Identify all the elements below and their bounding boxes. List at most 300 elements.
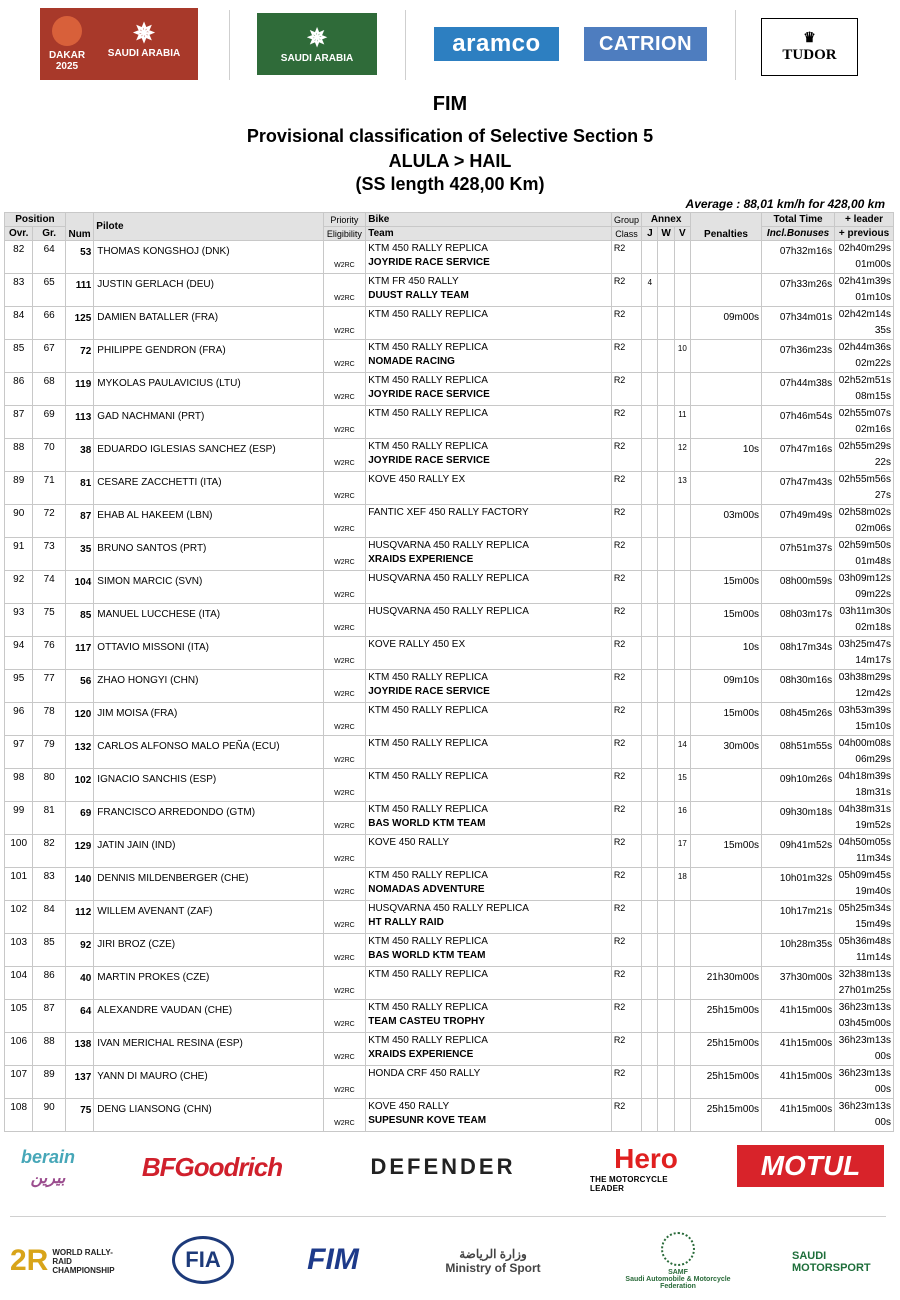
- total-time: 08h03m17s: [762, 604, 835, 637]
- penalties: 30m00s: [690, 736, 761, 769]
- priority-eligibility: W2RC: [323, 736, 366, 769]
- bike-team-cell: [366, 307, 612, 340]
- gap-previous: 01m00s: [855, 259, 891, 270]
- table-row: [5, 472, 894, 505]
- gap-cell: [835, 571, 894, 604]
- samf-emblem-icon: [661, 1232, 695, 1266]
- pilot-name: IVAN MERICHAL RESINA (ESP): [94, 1033, 323, 1066]
- bike-model: KTM 450 RALLY REPLICA: [368, 936, 488, 947]
- group-position: 84: [33, 901, 65, 934]
- priority-eligibility: W2RC: [323, 505, 366, 538]
- penalties: [690, 901, 761, 934]
- gap-previous: 08m15s: [855, 391, 891, 402]
- overall-position: 84: [5, 307, 33, 340]
- total-time: 09h30m18s: [762, 802, 835, 835]
- col-incl-bonuses: Incl.Bonuses: [762, 227, 835, 241]
- annex-v: [674, 1000, 690, 1033]
- annex-w: [658, 505, 674, 538]
- ministry-of-sport-logo: وزارة الرياضة Ministry of Sport: [445, 1247, 541, 1275]
- rider-number: 56: [65, 670, 93, 703]
- pilot-name: JIM MOISA (FRA): [94, 703, 323, 736]
- gap-cell: [835, 373, 894, 406]
- annex-j: [642, 241, 658, 274]
- bike-model: HUSQVARNA 450 RALLY REPLICA: [368, 540, 529, 551]
- gap-cell: [835, 307, 894, 340]
- bike-team-cell: [366, 637, 612, 670]
- bike-model: KTM 450 RALLY REPLICA: [368, 738, 488, 749]
- bike-team-cell: [366, 505, 612, 538]
- total-time: 41h15m00s: [762, 1099, 835, 1132]
- annex-v: [674, 703, 690, 736]
- rider-number: 125: [65, 307, 93, 340]
- bike-team-cell: [366, 802, 612, 835]
- annex-w: [658, 439, 674, 472]
- group-class: R2: [611, 538, 641, 571]
- gap-previous: 19m40s: [855, 886, 891, 897]
- overall-position: 91: [5, 538, 33, 571]
- gap-previous: 12m42s: [855, 688, 891, 699]
- annex-w: [658, 802, 674, 835]
- rider-number: 81: [65, 472, 93, 505]
- bike-model: KTM 450 RALLY REPLICA: [368, 408, 488, 419]
- defender-logo: DEFENDER: [370, 1154, 516, 1179]
- gap-cell: [835, 868, 894, 901]
- bike-team-cell: [366, 373, 612, 406]
- hero-logo: Hero THE MOTORCYCLE LEADER: [590, 1143, 678, 1193]
- overall-position: 107: [5, 1066, 33, 1099]
- group-class: R2: [611, 307, 641, 340]
- table-row: [5, 241, 894, 274]
- table-row: [5, 505, 894, 538]
- priority-eligibility: W2RC: [323, 472, 366, 505]
- bike-model: KOVE 450 RALLY: [368, 837, 450, 848]
- total-time: 41h15m00s: [762, 1000, 835, 1033]
- footer-logos-row-2: [0, 1230, 900, 1295]
- gap-previous: 06m29s: [855, 754, 891, 765]
- catrion-logo: CATRION: [584, 27, 707, 61]
- tudor-logo: ♛ TUDOR: [761, 18, 858, 76]
- annex-w: [658, 274, 674, 307]
- annex-j: [642, 1099, 658, 1132]
- group-class: R2: [611, 967, 641, 1000]
- total-time: 09h41m52s: [762, 835, 835, 868]
- saudi-arabia-logo: ✵ SAUDI ARABIA: [257, 13, 377, 75]
- bike-model: KTM 450 RALLY REPLICA: [368, 969, 488, 980]
- bfgoodrich-logo: BFGoodrich: [141, 1151, 283, 1182]
- total-time: 08h30m16s: [762, 670, 835, 703]
- team-name: DUUST RALLY TEAM: [368, 290, 469, 301]
- penalties: 10s: [690, 439, 761, 472]
- team-name: XRAIDS EXPERIENCE: [368, 1049, 474, 1060]
- gap-previous: 19m52s: [855, 820, 891, 831]
- annex-j: [642, 307, 658, 340]
- annex-j: [642, 736, 658, 769]
- group-position: 88: [33, 1033, 65, 1066]
- annex-v: [674, 1099, 690, 1132]
- penalties: 15m00s: [690, 703, 761, 736]
- gap-previous: 00s: [874, 1084, 891, 1095]
- rider-number: 102: [65, 769, 93, 802]
- logo-divider: [735, 10, 736, 80]
- motul-logo: MOTUL: [737, 1145, 884, 1187]
- rider-number: 117: [65, 637, 93, 670]
- rider-number: 119: [65, 373, 93, 406]
- priority-eligibility: W2RC: [323, 373, 366, 406]
- group-position: 76: [33, 637, 65, 670]
- bike-team-cell: [366, 472, 612, 505]
- penalties: [690, 472, 761, 505]
- annex-w: [658, 835, 674, 868]
- rider-number: 85: [65, 604, 93, 637]
- group-position: 78: [33, 703, 65, 736]
- annex-w: [658, 406, 674, 439]
- group-position: 89: [33, 1066, 65, 1099]
- annex-j: [642, 538, 658, 571]
- penalties: [690, 538, 761, 571]
- gap-previous: 02m06s: [855, 523, 891, 534]
- priority-eligibility: W2RC: [323, 1000, 366, 1033]
- bike-model: KTM 450 RALLY REPLICA: [368, 309, 488, 320]
- penalties: [690, 934, 761, 967]
- overall-position: 96: [5, 703, 33, 736]
- bike-team-cell: [366, 1033, 612, 1066]
- total-time: 08h17m34s: [762, 637, 835, 670]
- total-time: 07h47m43s: [762, 472, 835, 505]
- col-annex: Annex: [642, 213, 691, 227]
- overall-position: 105: [5, 1000, 33, 1033]
- annex-v: [674, 967, 690, 1000]
- group-position: 64: [33, 241, 65, 274]
- group-class: R2: [611, 373, 641, 406]
- bike-team-cell: [366, 439, 612, 472]
- priority-eligibility: W2RC: [323, 1099, 366, 1132]
- penalties: 09m10s: [690, 670, 761, 703]
- dakar-year: 2025: [55, 61, 79, 72]
- col-total-time: Total Time: [762, 213, 835, 227]
- bike-team-cell: [366, 604, 612, 637]
- penalties: [690, 769, 761, 802]
- gap-cell: [835, 406, 894, 439]
- gap-cell: [835, 340, 894, 373]
- annex-v: 15: [674, 769, 690, 802]
- dakar-logo: [40, 8, 198, 80]
- annex-j: [642, 769, 658, 802]
- annex-w: [658, 241, 674, 274]
- bike-model: HUSQVARNA 450 RALLY REPLICA: [368, 903, 529, 914]
- priority-eligibility: W2RC: [323, 967, 366, 1000]
- annex-v: [674, 505, 690, 538]
- gap-cell: [835, 439, 894, 472]
- group-class: R2: [611, 1099, 641, 1132]
- pilot-name: CESARE ZACCHETTI (ITA): [94, 472, 323, 505]
- fia-logo: FIA: [172, 1236, 234, 1284]
- annex-v: 13: [674, 472, 690, 505]
- pilot-name: FRANCISCO ARREDONDO (GTM): [94, 802, 323, 835]
- group-position: 81: [33, 802, 65, 835]
- bike-team-cell: [366, 769, 612, 802]
- annex-j: [642, 835, 658, 868]
- rider-number: 53: [65, 241, 93, 274]
- annex-j: [642, 868, 658, 901]
- overall-position: 102: [5, 901, 33, 934]
- bike-model: KTM 450 RALLY REPLICA: [368, 375, 488, 386]
- priority-eligibility: W2RC: [323, 901, 366, 934]
- table-row: [5, 967, 894, 1000]
- gap-previous: 27h01m25s: [838, 985, 891, 996]
- priority-eligibility: W2RC: [323, 703, 366, 736]
- penalties: 15m00s: [690, 604, 761, 637]
- annex-w: [658, 1099, 674, 1132]
- classification-rows: [5, 241, 894, 1132]
- priority-eligibility: W2RC: [323, 340, 366, 373]
- saudi-motorsport-logo: SAUDI MOTORSPORT: [792, 1250, 871, 1274]
- annex-j: [642, 505, 658, 538]
- annex-w: [658, 670, 674, 703]
- group-class: R2: [611, 274, 641, 307]
- annex-w: [658, 868, 674, 901]
- annex-w: [658, 307, 674, 340]
- table-row: [5, 538, 894, 571]
- annex-j: [642, 637, 658, 670]
- annex-w: [658, 901, 674, 934]
- gap-previous: 14m17s: [855, 655, 891, 666]
- annex-v: [674, 637, 690, 670]
- gap-leader: 02h58m02s: [838, 507, 891, 518]
- col-previous: + previous: [835, 227, 894, 241]
- gap-leader: 02h52m51s: [838, 375, 891, 386]
- overall-position: 87: [5, 406, 33, 439]
- gap-cell: [835, 538, 894, 571]
- gap-leader: 05h09m45s: [838, 870, 891, 881]
- priority-eligibility: W2RC: [323, 439, 366, 472]
- col-w: W: [658, 227, 674, 241]
- group-class: R2: [611, 571, 641, 604]
- penalties: [690, 373, 761, 406]
- penalties: 09m00s: [690, 307, 761, 340]
- pilot-name: YANN DI MAURO (CHE): [94, 1066, 323, 1099]
- crown-icon: ♛: [803, 30, 816, 46]
- pilot-name: DENG LIANSONG (CHN): [94, 1099, 323, 1132]
- col-penalties: Penalties: [690, 213, 761, 241]
- gap-leader: 04h00m08s: [838, 738, 891, 749]
- rider-number: 64: [65, 1000, 93, 1033]
- pilot-name: JUSTIN GERLACH (DEU): [94, 274, 323, 307]
- table-row: [5, 670, 894, 703]
- group-position: 68: [33, 373, 65, 406]
- pilot-name: CARLOS ALFONSO MALO PEÑA (ECU): [94, 736, 323, 769]
- annex-j: [642, 802, 658, 835]
- team-name: NOMADAS ADVENTURE: [368, 884, 485, 895]
- bike-team-cell: [366, 1066, 612, 1099]
- team-name: JOYRIDE RACE SERVICE: [368, 257, 490, 268]
- bike-team-cell: [366, 967, 612, 1000]
- penalties: [690, 802, 761, 835]
- rider-number: 137: [65, 1066, 93, 1099]
- pilot-name: SIMON MARCIC (SVN): [94, 571, 323, 604]
- gap-previous: 11m14s: [856, 952, 891, 963]
- pilot-name: BRUNO SANTOS (PRT): [94, 538, 323, 571]
- dakar-region: ✵ SAUDI ARABIA: [94, 18, 194, 59]
- total-time: 09h10m26s: [762, 769, 835, 802]
- penalties: [690, 274, 761, 307]
- bike-model: KOVE RALLY 450 EX: [368, 639, 466, 650]
- overall-position: 83: [5, 274, 33, 307]
- gap-leader: 04h38m31s: [838, 804, 891, 815]
- annex-j: [642, 967, 658, 1000]
- rider-number: 111: [65, 274, 93, 307]
- gap-leader: 05h36m48s: [838, 936, 891, 947]
- group-class: R2: [611, 868, 641, 901]
- total-time: 41h15m00s: [762, 1033, 835, 1066]
- gap-leader: 36h23m13s: [838, 1068, 891, 1079]
- gap-leader: 03h38m29s: [838, 672, 891, 683]
- group-class: R2: [611, 835, 641, 868]
- palm-swords-icon: ✵: [133, 18, 155, 48]
- annex-w: [658, 703, 674, 736]
- penalties: 10s: [690, 637, 761, 670]
- table-row: [5, 868, 894, 901]
- priority-eligibility: W2RC: [323, 1066, 366, 1099]
- classification-title: Provisional classification of Selective Section 5: [246, 126, 654, 146]
- total-time: 07h34m01s: [762, 307, 835, 340]
- group-class: R2: [611, 241, 641, 274]
- pilot-name: IGNACIO SANCHIS (ESP): [94, 769, 323, 802]
- annex-v: [674, 571, 690, 604]
- pilot-name: MARTIN PROKES (CZE): [94, 967, 323, 1000]
- berain-logo: berain بيرين: [20, 1146, 76, 1187]
- gap-leader: 05h25m34s: [838, 903, 891, 914]
- gap-cell: [835, 1033, 894, 1066]
- gap-leader: 03h25m47s: [838, 639, 891, 650]
- annex-v: [674, 307, 690, 340]
- annex-v: [674, 604, 690, 637]
- gap-cell: [835, 1066, 894, 1099]
- gap-previous: 35s: [874, 325, 891, 336]
- group-class: R2: [611, 472, 641, 505]
- penalties: 21h30m00s: [690, 967, 761, 1000]
- group-class: R2: [611, 901, 641, 934]
- overall-position: 99: [5, 802, 33, 835]
- group-class: R2: [611, 703, 641, 736]
- overall-position: 104: [5, 967, 33, 1000]
- overall-position: 94: [5, 637, 33, 670]
- penalties: 25h15m00s: [690, 1033, 761, 1066]
- gap-previous: 00s: [874, 1051, 891, 1062]
- bike-team-cell: [366, 406, 612, 439]
- priority-eligibility: W2RC: [323, 802, 366, 835]
- priority-eligibility: W2RC: [323, 307, 366, 340]
- gap-cell: [835, 703, 894, 736]
- priority-eligibility: W2RC: [323, 274, 366, 307]
- rider-number: 129: [65, 835, 93, 868]
- bike-model: KTM 450 RALLY REPLICA: [368, 243, 488, 254]
- annex-v: [674, 1066, 690, 1099]
- total-time: 08h51m55s: [762, 736, 835, 769]
- gap-cell: [835, 736, 894, 769]
- annex-v: [674, 538, 690, 571]
- annex-v: [674, 1033, 690, 1066]
- gap-leader: 03h09m12s: [838, 573, 891, 584]
- total-time: 08h00m59s: [762, 571, 835, 604]
- priority-eligibility: W2RC: [323, 868, 366, 901]
- pilot-name: MYKOLAS PAULAVICIUS (LTU): [94, 373, 323, 406]
- gap-previous: 27s: [874, 490, 891, 501]
- penalties: 25h15m00s: [690, 1099, 761, 1132]
- annex-v: 12: [674, 439, 690, 472]
- annex-j: [642, 1000, 658, 1033]
- group-position: 70: [33, 439, 65, 472]
- team-name: BAS WORLD KTM TEAM: [368, 950, 486, 961]
- group-position: 79: [33, 736, 65, 769]
- total-time: 07h36m23s: [762, 340, 835, 373]
- bike-model: KTM 450 RALLY REPLICA: [368, 705, 488, 716]
- team-name: XRAIDS EXPERIENCE: [368, 554, 474, 565]
- total-time: 37h30m00s: [762, 967, 835, 1000]
- group-position: 77: [33, 670, 65, 703]
- priority-eligibility: W2RC: [323, 637, 366, 670]
- bike-team-cell: [366, 703, 612, 736]
- table-row: [5, 571, 894, 604]
- total-time: 07h47m16s: [762, 439, 835, 472]
- overall-position: 86: [5, 373, 33, 406]
- table-row: [5, 340, 894, 373]
- annex-v: 18: [674, 868, 690, 901]
- rider-number: 40: [65, 967, 93, 1000]
- overall-position: 82: [5, 241, 33, 274]
- annex-w: [658, 1033, 674, 1066]
- group-class: R2: [611, 1033, 641, 1066]
- table-row: [5, 835, 894, 868]
- annex-v: [674, 670, 690, 703]
- bike-team-cell: [366, 241, 612, 274]
- overall-position: 100: [5, 835, 33, 868]
- priority-eligibility: W2RC: [323, 1033, 366, 1066]
- palm-swords-icon: ✵: [306, 24, 328, 52]
- gap-previous: 15m49s: [855, 919, 891, 930]
- priority-eligibility: W2RC: [323, 835, 366, 868]
- gap-leader: 02h59m50s: [838, 540, 891, 551]
- col-leader: + leader: [835, 213, 894, 227]
- annex-w: [658, 604, 674, 637]
- bike-team-cell: [366, 340, 612, 373]
- bike-team-cell: [366, 274, 612, 307]
- bike-model: HUSQVARNA 450 RALLY REPLICA: [368, 606, 529, 617]
- table-row: [5, 736, 894, 769]
- bike-team-cell: [366, 901, 612, 934]
- gap-leader: 03h11m30s: [839, 606, 891, 617]
- gap-leader: 36h23m13s: [838, 1035, 891, 1046]
- col-num: Num: [65, 213, 93, 241]
- group-class: R2: [611, 637, 641, 670]
- annex-w: [658, 637, 674, 670]
- annex-w: [658, 934, 674, 967]
- table-row: [5, 901, 894, 934]
- rider-number: 140: [65, 868, 93, 901]
- priority-eligibility: W2RC: [323, 241, 366, 274]
- total-time: 07h51m37s: [762, 538, 835, 571]
- total-time: 08h45m26s: [762, 703, 835, 736]
- group-position: 66: [33, 307, 65, 340]
- priority-eligibility: W2RC: [323, 406, 366, 439]
- aramco-logo: aramco: [434, 27, 559, 61]
- gap-leader: 04h18m39s: [838, 771, 891, 782]
- table-row: [5, 769, 894, 802]
- gap-cell: [835, 670, 894, 703]
- penalties: 25h15m00s: [690, 1000, 761, 1033]
- annex-w: [658, 571, 674, 604]
- bike-team-cell: [366, 571, 612, 604]
- group-class: R2: [611, 439, 641, 472]
